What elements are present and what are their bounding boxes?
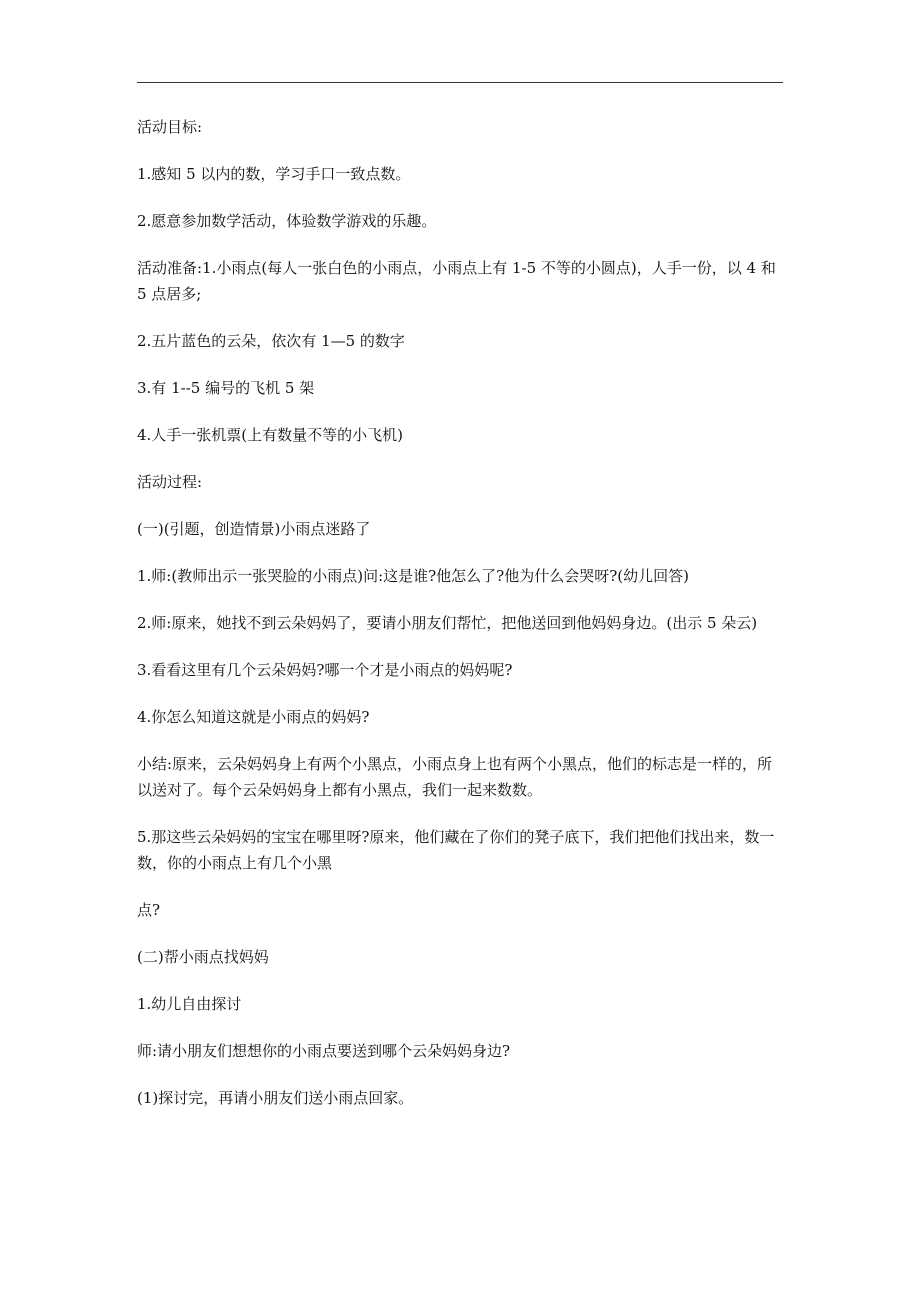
process-step-1-heading: (一)(引题，创造情景)小雨点迷路了 bbox=[137, 520, 371, 538]
process-item-5: 5.那这些云朵妈妈的宝宝在哪里呀?原来，他们藏在了你们的凳子底下，我们把他们找出来，数一数，你的小雨点上有几个小黑 bbox=[137, 828, 775, 872]
process-summary: 小结:原来，云朵妈妈身上有两个小黑点，小雨点身上也有两个小黑点，他们的标志是一样的，所以送对了。每个云朵妈妈身上都有小黑点，我们一起来数数。 bbox=[137, 755, 773, 799]
process-item-5-continuation: 点? bbox=[137, 901, 161, 919]
header-rule bbox=[137, 82, 783, 83]
process-item-4: 4.你怎么知道这就是小雨点的妈妈? bbox=[137, 708, 370, 726]
section-heading-process: 活动过程: bbox=[137, 473, 203, 491]
section-heading-goals: 活动目标: bbox=[137, 118, 203, 136]
preparation-item-2: 2.五片蓝色的云朵，依次有 1—5 的数字 bbox=[137, 332, 405, 350]
process-item-2: 2.师:原来，她找不到云朵妈妈了，要请小朋友们帮忙，把他送回到他妈妈身边。(出示 5 朵云) bbox=[137, 614, 758, 632]
preparation-item-4: 4.人手一张机票(上有数量不等的小飞机) bbox=[137, 426, 404, 444]
process-step-2-subitem-1: (1)探讨完，再请小朋友们送小雨点回家。 bbox=[137, 1089, 414, 1107]
document-body bbox=[137, 114, 785, 1132]
goal-item-1: 1.感知 5 以内的数，学习手口一致点数。 bbox=[137, 165, 411, 183]
process-item-1: 1.师:(教师出示一张哭脸的小雨点)问:这是谁?他怎么了?他为什么会哭呀?(幼儿回答) bbox=[137, 567, 689, 585]
preparation-item-3: 3.有 1--5 编号的飞机 5 架 bbox=[137, 379, 315, 397]
process-step-2-heading: (二)帮小雨点找妈妈 bbox=[137, 948, 269, 966]
preparation-item-1: 活动准备:1.小雨点(每人一张白色的小雨点，小雨点上有 1-5 不等的小圆点)，人手一份，以 4 和 5 点居多; bbox=[137, 259, 776, 303]
process-step-2-item-1: 1.幼儿自由探讨 bbox=[137, 995, 242, 1013]
goal-item-2: 2.愿意参加数学活动，体验数学游戏的乐趣。 bbox=[137, 212, 437, 230]
process-item-3: 3.看看这里有几个云朵妈妈?哪一个才是小雨点的妈妈呢? bbox=[137, 661, 513, 679]
teacher-question: 师:请小朋友们想想你的小雨点要送到哪个云朵妈妈身边? bbox=[137, 1042, 511, 1060]
